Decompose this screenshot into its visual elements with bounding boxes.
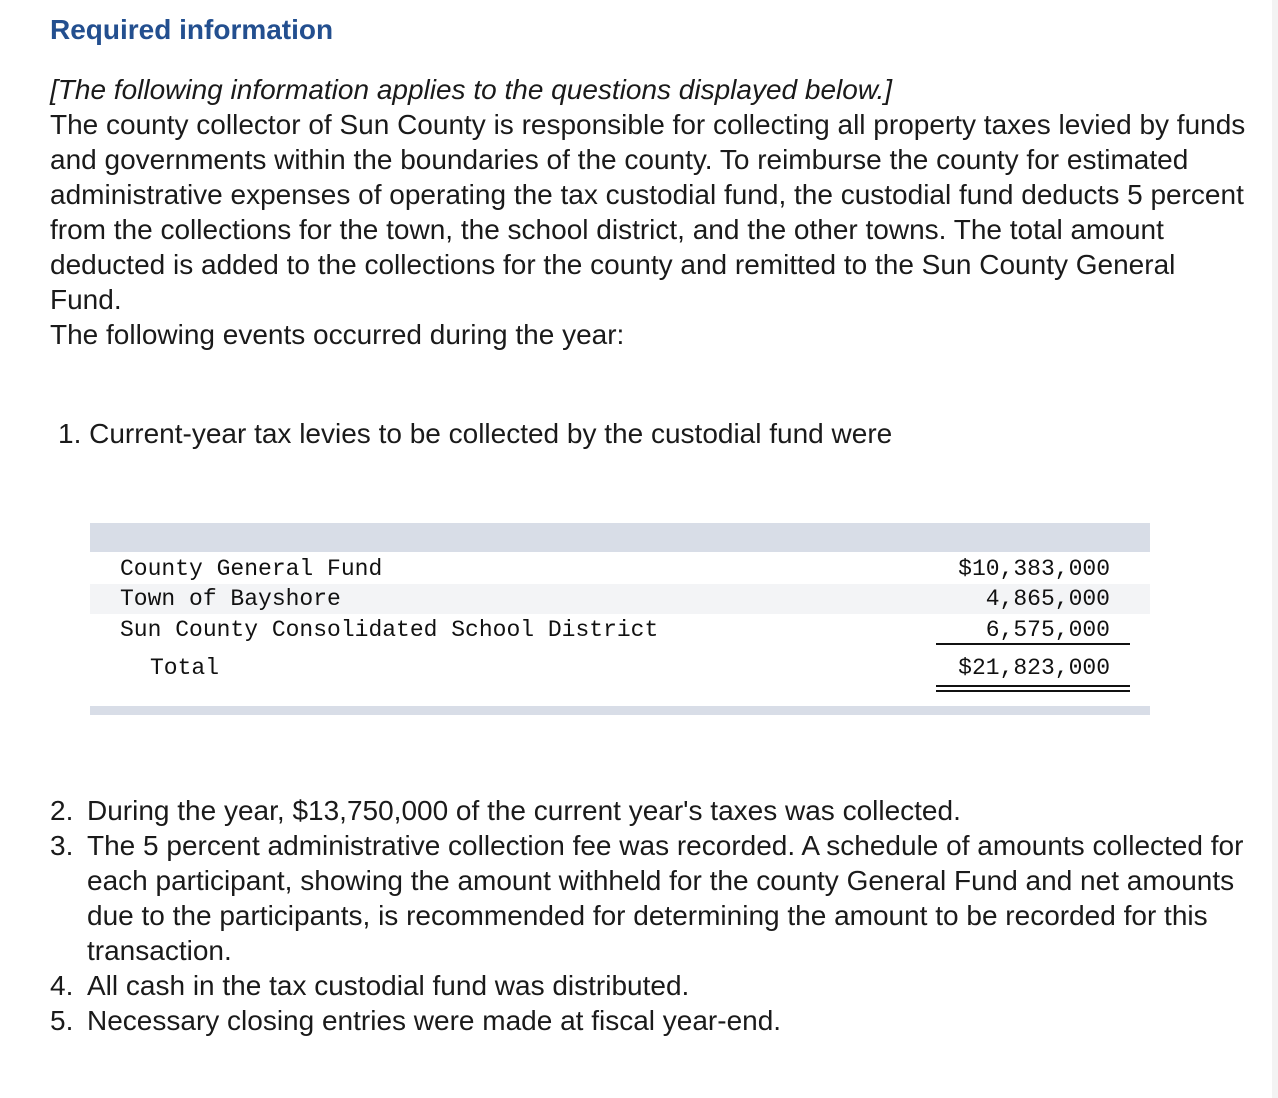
- event-item-3: [50, 828, 1250, 968]
- event-text: During the year, $13,750,000 of the current year's taxes was collected.: [87, 795, 961, 826]
- event-number: 4.: [50, 970, 74, 1001]
- row-amount-school-district: 6,575,000: [985, 617, 1110, 643]
- event-item-5: [50, 1003, 1250, 1038]
- table-row: [90, 615, 1150, 645]
- event-number: 5.: [50, 1005, 74, 1036]
- row-label-school-district: Sun County Consolidated School District: [120, 617, 659, 643]
- total-double-underline-bottom: [936, 690, 1130, 692]
- event-text: All cash in the tax custodial fund was distributed.: [87, 970, 690, 1001]
- event-text: Necessary closing entries were made at fiscal year-end.: [87, 1005, 782, 1036]
- event-number: 2.: [50, 795, 74, 826]
- intro-paragraph: The county collector of Sun County is responsible for collecting all property taxes levied by funds and governments within the boundaries of the county. To reimburse the county for estimated administrative expenses of operating the tax custodial fund, the custodial fund deducts 5 percent from the collections for the town, the school district, and the other towns. The total amount deducted is added to the collections for the county and remitted to the Sun County General Fund.: [50, 109, 1246, 315]
- event-item-4: [50, 968, 1250, 1003]
- intro-events-lead: The following events occurred during the year:: [50, 319, 625, 350]
- total-amount: $21,823,000: [958, 655, 1110, 681]
- table-header-bar: [90, 523, 1150, 552]
- events-list: [50, 793, 1250, 1038]
- table-footer-bar: [90, 706, 1150, 715]
- table-row: [90, 554, 1150, 584]
- event-item-2: [50, 793, 1250, 828]
- intro-note: [The following information applies to the questions displayed below.]: [50, 74, 893, 105]
- page-edge-shadow: [1272, 0, 1278, 1098]
- table-total-row: [90, 653, 1150, 683]
- row-label-town-of-bayshore: Town of Bayshore: [120, 586, 341, 612]
- event-number: 3.: [50, 830, 74, 861]
- intro-block: [50, 72, 1250, 352]
- row-amount-town-of-bayshore: 4,865,000: [985, 586, 1110, 612]
- event-text: The 5 percent administrative collection fee was recorded. A schedule of amounts collected for each participant, showing the amount withheld for the county General Fund and net amounts due to the participants, is recommended for determining the amount to be recorded for this transaction.: [87, 830, 1244, 966]
- row-label-county-general-fund: County General Fund: [120, 556, 383, 582]
- row-amount-county-general-fund: $10,383,000: [958, 556, 1110, 582]
- event-1-text: 1. Current-year tax levies to be collected by the custodial fund were: [58, 418, 893, 449]
- total-double-underline-top: [936, 685, 1130, 687]
- subtotal-underline: [936, 643, 1130, 645]
- page-heading: Required information: [50, 14, 334, 45]
- table-row: [90, 584, 1150, 614]
- total-label: Total: [150, 655, 220, 681]
